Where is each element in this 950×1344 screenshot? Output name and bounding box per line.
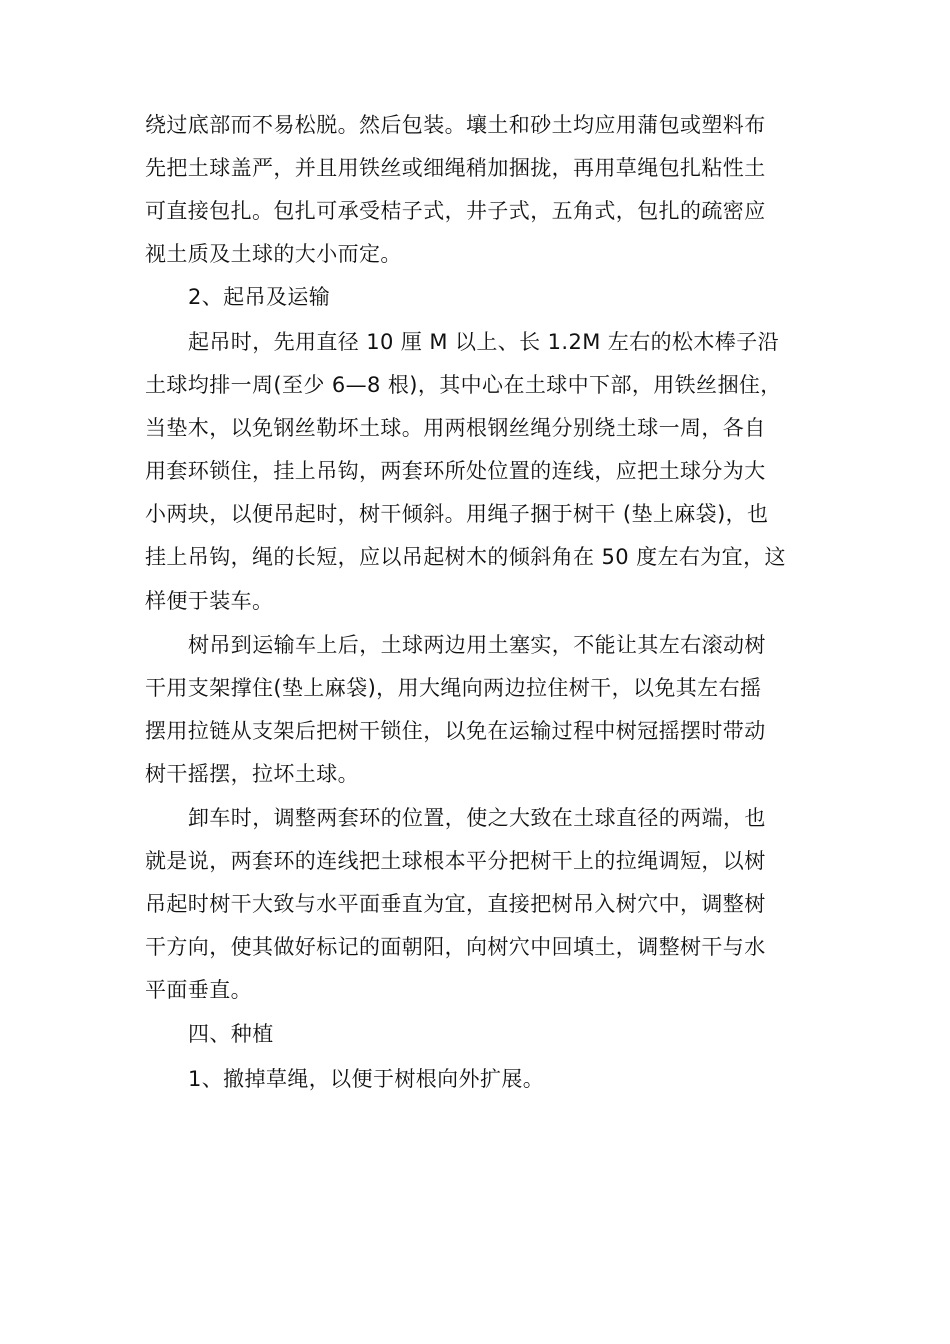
paragraph-line: 卸车时，调整两套环的位置，使之大致在土球直径的两端，也	[188, 806, 766, 830]
paragraph-line: 吊起时树干大致与水平面垂直为宜，直接把树吊入树穴中，调整树	[145, 892, 766, 916]
paragraph-line: 树干摇摆，拉坏土球。	[145, 762, 359, 786]
paragraph-line: 干方向，使其做好标记的面朝阳，向树穴中回填土，调整树干与水	[145, 935, 766, 959]
paragraph-line: 干用支架撑住(垫上麻袋)，用大绳向两边拉住树干，以免其左右摇	[145, 676, 762, 700]
paragraph-line: 当垫木，以免钢丝勒坏土球。用两根钢丝绳分别绕土球一周，各自	[145, 416, 766, 440]
paragraph-line: 先把土球盖严，并且用铁丝或细绳稍加捆拢，再用草绳包扎粘性土	[145, 156, 766, 180]
section-heading: 2、起吊及运输	[188, 285, 331, 309]
paragraph-line: 摆用拉链从支架后把树干锁住，以免在运输过程中树冠摇摆时带动	[145, 719, 766, 743]
subsection-heading: 1、撤掉草绳，以便于树根向外扩展。	[188, 1067, 545, 1091]
paragraph-line: 平面垂直。	[145, 978, 252, 1002]
paragraph-line: 绕过底部而不易松脱。然后包装。壤土和砂土均应用蒲包或塑料布	[145, 113, 766, 137]
paragraph-line: 视土质及土球的大小而定。	[145, 242, 402, 266]
paragraph-line: 可直接包扎。包扎可承受桔子式，井子式，五角式，包扎的疏密应	[145, 199, 766, 223]
paragraph-line: 起吊时，先用直径 10 厘 M 以上、长 1.2M 左右的松木棒子沿	[188, 330, 780, 354]
paragraph-line: 树吊到运输车上后，土球两边用土塞实，不能让其左右滚动树	[188, 633, 766, 657]
paragraph-line: 就是说，两套环的连线把土球根本平分把树干上的拉绳调短，以树	[145, 849, 766, 873]
paragraph-line: 样便于装车。	[145, 589, 274, 613]
section-heading: 四、种植	[188, 1022, 274, 1046]
paragraph-line: 土球均排一周(至少 6—8 根)，其中心在土球中下部，用铁丝捆住，	[145, 373, 782, 397]
paragraph-line: 小两块，以便吊起时，树干倾斜。用绳子捆于树干 (垫上麻袋)，也	[145, 502, 769, 526]
paragraph-line: 挂上吊钩，绳的长短，应以吊起树木的倾斜角在 50 度左右为宜，这	[145, 545, 786, 569]
paragraph-line: 用套环锁住，挂上吊钩，两套环所处位置的连线，应把土球分为大	[145, 459, 766, 483]
